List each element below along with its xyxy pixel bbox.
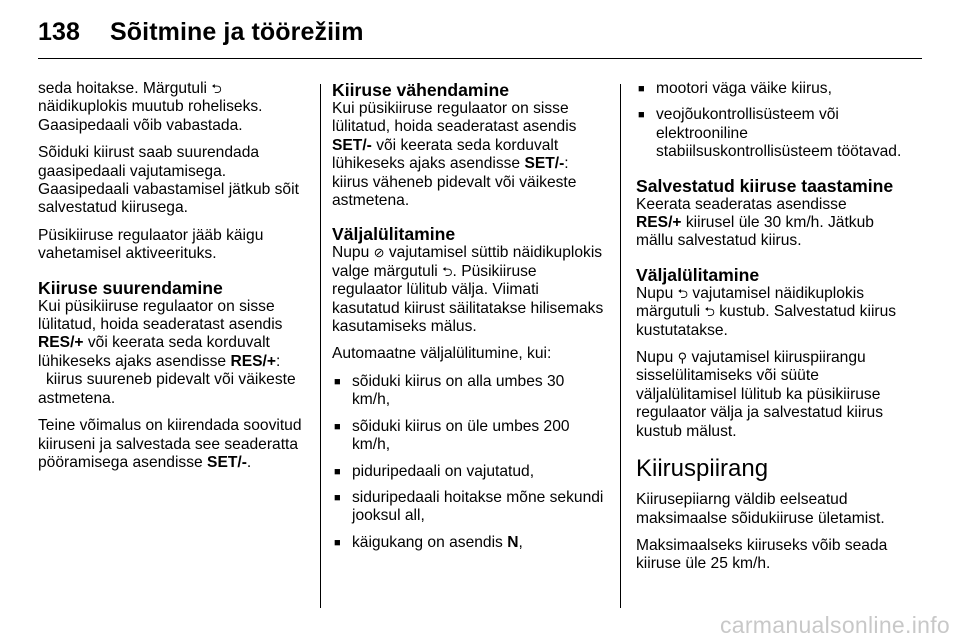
- section-heading: Kiiruse vähendamine: [332, 80, 509, 100]
- paragraph: Kui püsikiiruse regulaator on sisse lülitatud, hoida seaderatast asendis SET/- või keerata seda korduvalt lühikeseks ajaks asendisse SET/-: kiirus väheneb pidevalt või väikeste astmetena.: [332, 100, 577, 210]
- header-rule: [38, 58, 922, 59]
- paragraph: Automaatne väljalülitumine, kui:: [332, 345, 552, 363]
- chapter-heading: Kiiruspiirang: [636, 455, 769, 483]
- section-heading: Salvestatud kiiruse taastamine: [636, 175, 894, 196]
- column-2: [332, 80, 604, 560]
- section-heading: Väljalülitamine: [636, 264, 760, 285]
- list-item: ■ sõiduki kiirus on üle umbes 200 km/h,: [332, 418, 604, 455]
- list-item: ■ mootori väga väike kiirus,: [636, 80, 908, 98]
- column-3: [636, 80, 908, 583]
- column-divider-2: [620, 84, 621, 608]
- bullet-list: [636, 80, 908, 162]
- paragraph: Keerata seaderatas asendisse RES/+ kiirusel üle 30 km/h. Jätkub mällu salvestatud kiirus.: [636, 195, 874, 250]
- paragraph: Nupu ⮌ vajutamisel näidikuplokis märgutuli ⮌ kustub. Salvestatud kiirus kustutatakse.: [636, 284, 897, 339]
- section-heading: Kiiruse suurendamine: [38, 277, 223, 298]
- cruise-control-icon: ⮌: [211, 81, 222, 96]
- list-item: ■ veojõukontrollisüsteem või elektrooniline stabiilsuskontrollisüsteem töötavad.: [636, 106, 908, 161]
- cancel-button-icon: ⊘: [373, 245, 385, 261]
- page-number: 138: [38, 18, 81, 46]
- paragraph: Nupu ⚲ vajutamisel kiiruspiirangu sisselülitamiseks või süüte väljalülitamisel lülitub ka püsikiiruse regulaator välja ja salvestatud kiirus kustub mälust.: [636, 349, 884, 440]
- list-item: ■ piduripedaali on vajutatud,: [332, 463, 604, 481]
- page-header: [38, 18, 364, 47]
- paragraph: Maksimaalseks kiiruseks võib seada kiiruse üle 25 km/h.: [636, 536, 888, 573]
- paragraph: Kiirusepiiarng väldib eelseatud maksimaalse sõidukiiruse ületamist.: [636, 491, 885, 527]
- cruise-control-icon: ⮌: [677, 285, 689, 301]
- watermark: carmanualsonline.info: [719, 612, 950, 638]
- section-heading: Väljalülitamine: [332, 224, 456, 245]
- page-title: Sõitmine ja töörežiim: [110, 18, 364, 46]
- paragraph: Nupu ⊘ vajutamisel süttib näidikuplokis valge märgutuli ⮌. Püsikiiruse regulaator lülitub välja. Viimati kasutatud kiirust säilitatakse hilisemaks kasutamiseks mälus.: [332, 244, 604, 336]
- paragraph: Teine võimalus on kiirendada soovitud kiiruseni ja salvestada see seaderatta pööramisega asendisse SET/-.: [38, 417, 302, 471]
- column-divider-1: [320, 84, 321, 608]
- speed-limiter-icon: ⚲: [677, 350, 688, 366]
- paragraph: Sõiduki kiirust saab suurendada gaasipedaali vajutamisega. Gaasipedaali vabastamisel jätkub sõit salvestatud kiirusega.: [38, 144, 299, 217]
- cruise-control-icon: ⮌: [442, 263, 453, 279]
- list-item: ■ käigukang on asendis N,: [332, 534, 604, 552]
- cruise-control-icon: ⮌: [704, 304, 715, 320]
- paragraph: Püsikiiruse regulaator jääb käigu vahetamisel aktiveerituks.: [38, 226, 264, 263]
- bullet-list: [332, 373, 604, 552]
- list-item: ■ siduripedaali hoitakse mõne sekundi jooksul all,: [332, 489, 604, 526]
- list-item: ■ sõiduki kiirus on alla umbes 30 km/h,: [332, 373, 604, 410]
- paragraph: Kui püsikiiruse regulaator on sisse lülitatud, hoida seaderatast asendis RES/+ või keerata seda korduvalt lühikeseks ajaks asendisse RES/+: kiirus suureneb pidevalt või väikeste astmetena.: [38, 297, 296, 407]
- column-1: [38, 80, 304, 481]
- paragraph: seda hoitakse. Märgutuli ⮌ näidikuplokis muutub roheliseks. Gaasipedaali võib vabastada.: [38, 80, 263, 134]
